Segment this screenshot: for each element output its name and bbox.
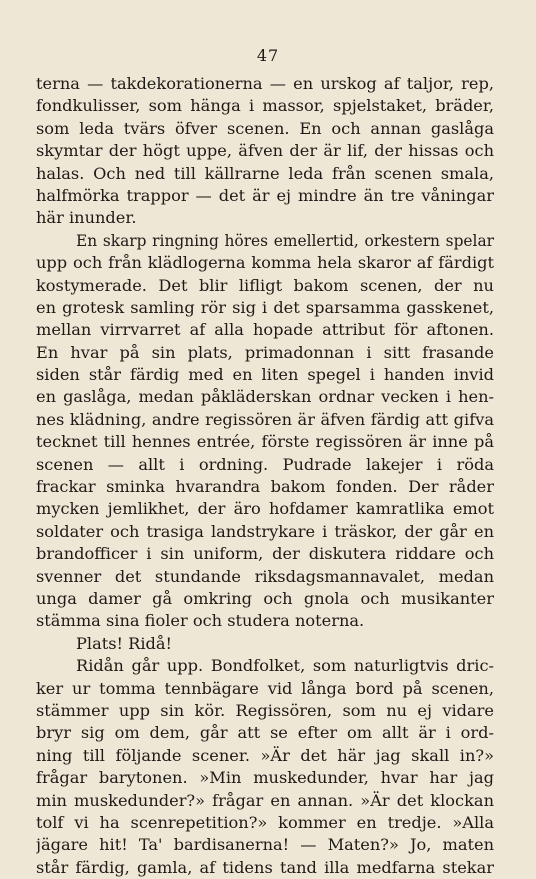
text-line: stämmer upp sin kör. Regissören, som nu ej vidare (36, 700, 494, 720)
text-line: ker ur tomma tennbägare vid långa bord på scenen, (36, 678, 494, 698)
text-line: en gaslåga, medan påkläderskan ordnar vecken i hen- (36, 387, 494, 407)
text-line: svenner det stundande riksdagsmannavalet, medan (36, 566, 494, 586)
text-line: nes klädning, andre regissören är äfven färdig att gifva (36, 409, 494, 429)
text-line: soldater och trasiga landstrykare i träskor, der går en (36, 521, 494, 541)
text-line: kostymerade. Det blir lifligt bakom scenen, der nu (36, 275, 494, 295)
text-line: bryr sig om dem, går att se efter om allt är i ord- (36, 723, 494, 743)
text-line: tecknet till hennes entrée, förste regissören är inne på (36, 432, 494, 452)
text-line: halas. Och ned till källrarne leda från scenen smala, (36, 163, 494, 183)
text-line: fondkulisser, som hänga i massor, spjelstaket, bräder, (36, 96, 494, 116)
text-line: som leda tvärs öfver scenen. En och annan gaslåga (36, 118, 494, 138)
text-line: här inunder. (36, 208, 137, 228)
text-line: Ridån går upp. Bondfolket, som naturligtvis dric- (76, 656, 494, 676)
text-line: En hvar på sin plats, primadonnan i sitt frasande (36, 342, 494, 362)
text-line: en grotesk samling rör sig i det sparsamma gasskenet, (36, 297, 494, 317)
text-line: halfmörka trappor — det är ej mindre än tre våningar (36, 185, 494, 205)
text-line: skymtar der högt uppe, äfven der är lif, der hissas och (36, 141, 494, 161)
page-number: 47 (256, 46, 280, 65)
text-line: mellan virrvarret af alla hopade attribut för aftonen. (36, 320, 494, 340)
text-line: En skarp ringning höres emellertid, orkestern spelar (76, 231, 494, 250)
text-line: stämma sina fioler och studera noterna. (36, 611, 365, 631)
body-text (36, 73, 494, 879)
text-line: ning till följande scener. »Är det här jag skall in?» (36, 745, 494, 765)
text-line: står färdig, gamla, af tidens tand illa medfarna stekar (36, 857, 494, 877)
text-line: terna — takdekorationerna — en urskog af taljor, rep, (36, 74, 494, 93)
text-line: tolf vi ha scenrepetition?» kommer en tredje. »Alla (36, 812, 494, 832)
text-line: brandofficer i sin uniform, der diskutera riddare och (36, 544, 494, 564)
text-line: jägare hit! Ta' bardisanerna! — Maten?» Jo, maten (36, 835, 494, 855)
text-line: frågar barytonen. »Min muskedunder, hvar har jag (36, 768, 494, 788)
text-line: min muskedunder?» frågar en annan. »Är det klockan (36, 790, 494, 810)
text-line: unga damer gå omkring och gnola och musikanter (36, 588, 494, 608)
text-line: scenen — allt i ordning. Pudrade lakejer i röda (36, 454, 494, 474)
text-line: upp och från klädlogerna komma hela skaror af färdigt (36, 253, 494, 273)
text-line: Plats! Ridå! (76, 633, 173, 653)
text-line: siden står färdig med en liten spegel i handen invid (36, 365, 494, 385)
text-line: mycken jemlikhet, der äro hofdamer kamratlika emot (36, 499, 494, 519)
text-line: frackar sminka hvarandra bakom fonden. Der råder (36, 477, 494, 497)
